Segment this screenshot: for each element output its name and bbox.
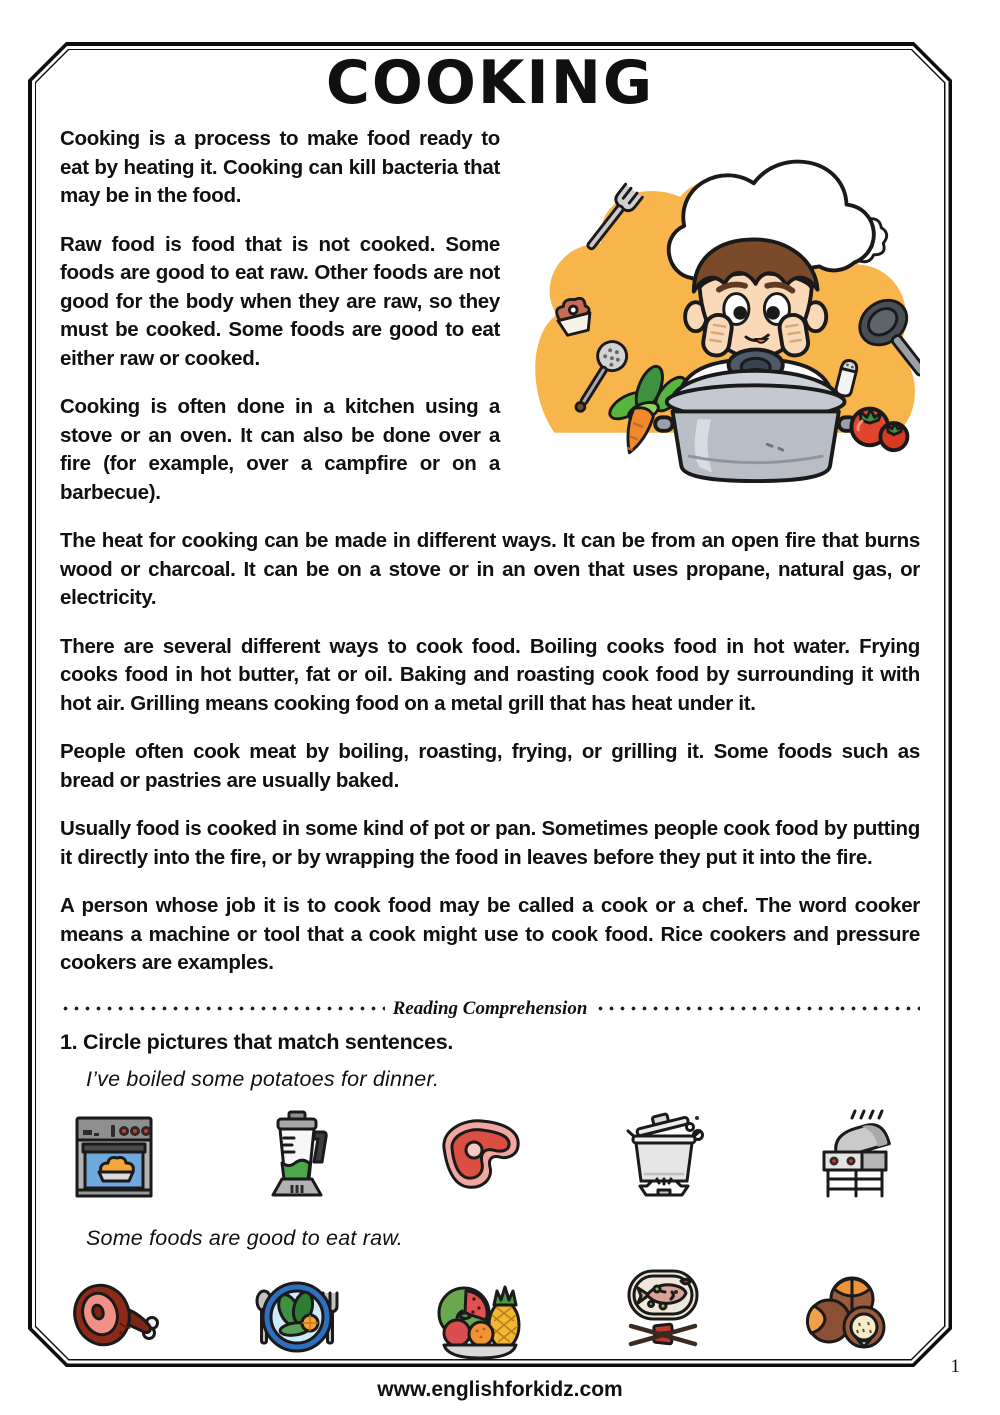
- paragraph: There are several different ways to cook food. Boiling cooks food in hot water. Frying cooks food in hot butter, fat or oil. Baking and roasting cook food by surrounding it with hot air. Grilling means cooking food on a metal grill that has heat under it.: [60, 634, 920, 715]
- chef-boy-with-pot: [514, 125, 920, 493]
- oven-icon[interactable]: [62, 1104, 166, 1208]
- paragraph: Cooking is a process to make food ready to eat by heating it. Cooking can kill bacteria that may be in the food.: [60, 127, 500, 207]
- paragraph: A person whose job it is to cook food may be called a cook or a chef. The word cooker means a machine or tool that a cook might use to cook food. Rice cookers and pressure cookers are examples.: [60, 894, 920, 974]
- chef-hand: [701, 313, 733, 357]
- chestnuts-icon[interactable]: [794, 1263, 898, 1367]
- divider-dots-right: [595, 1006, 920, 1011]
- divider-label: Reading Comprehension: [392, 997, 588, 1019]
- task-sentence: Some foods are good to eat raw.: [86, 1225, 403, 1250]
- task-sentence: I’ve boiled some potatoes for dinner.: [86, 1066, 440, 1091]
- reading-article: [60, 125, 920, 978]
- paragraph: People often cook meat by boiling, roasting, frying, or grilling it. Some foods such as bread or pastries are usually baked.: [60, 740, 920, 792]
- salad-plate-icon[interactable]: [245, 1263, 349, 1367]
- worksheet-border: [28, 42, 952, 1367]
- paragraph: The heat for cooking can be made in different ways. It can be from an open fire that burns wood or charcoal. It can be on a stove or in an oven that uses propane, natural gas, or electricity.: [60, 529, 920, 609]
- paragraph: Cooking is often done in a kitchen using a stove or an oven. It can also be done over a fire (for example, over a campfire or on a barbecue).: [60, 395, 500, 504]
- fruit-plate-icon[interactable]: [428, 1263, 532, 1367]
- chef-hand: [778, 313, 810, 357]
- ham-icon[interactable]: [62, 1263, 166, 1367]
- exercise-heading: 1. Circle pictures that match sentences.: [60, 1029, 454, 1054]
- chef-boy-illustration: [514, 125, 920, 493]
- divider-dots-left: [60, 1006, 385, 1011]
- grill-icon[interactable]: [794, 1104, 898, 1208]
- paragraph: Raw food is food that is not cooked. Some foods are good to eat raw. Other foods are not good for the body when they are raw, so they must be cooked. Some foods are good to eat either raw or cooked.: [60, 232, 500, 370]
- worksheet-content: [28, 42, 952, 1367]
- website-footer: www.englishforkidz.com: [377, 1378, 623, 1401]
- exercise-icon-row: [60, 1102, 920, 1210]
- paragraph: Usually food is cooked in some kind of pot or pan. Sometimes people cook food by putting it directly into the fire, or by wrapping the food in leaves before they put it into the fire.: [60, 817, 920, 869]
- page-title: COOKING: [325, 48, 655, 118]
- fish-dish-icon[interactable]: [611, 1263, 715, 1367]
- blender-icon[interactable]: [245, 1104, 349, 1208]
- exercise-icon-row: [60, 1261, 920, 1368]
- cooking-pot: [655, 370, 856, 481]
- steak-icon[interactable]: [428, 1104, 532, 1208]
- boiling-pot-icon[interactable]: [611, 1104, 715, 1208]
- page-number: 1: [950, 1356, 960, 1377]
- section-divider: [60, 998, 920, 1020]
